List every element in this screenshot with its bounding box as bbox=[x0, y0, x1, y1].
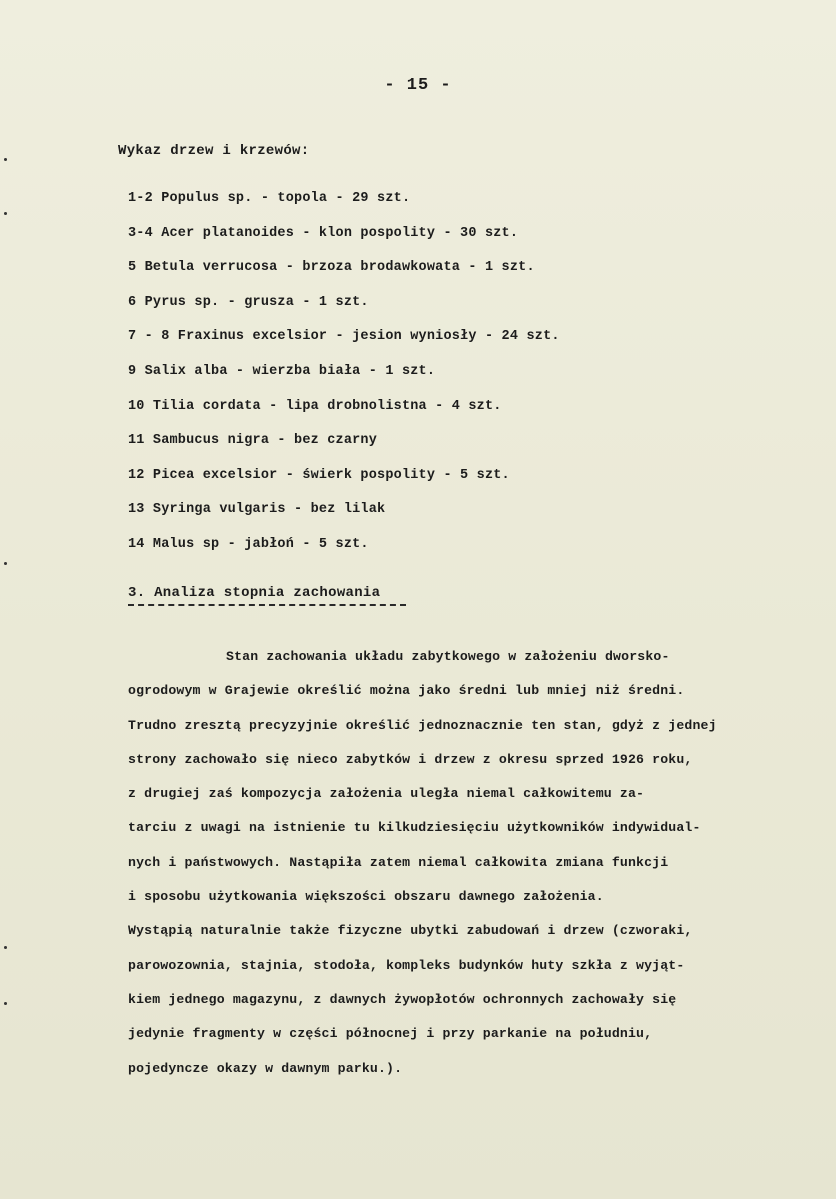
paragraph-line: jedynie fragmenty w części północnej i przy parkanie na południu, bbox=[128, 1026, 653, 1042]
scan-mark bbox=[4, 946, 7, 949]
section-underline bbox=[128, 604, 406, 606]
paragraph-line: strony zachowało się nieco zabytków i drzew z okresu sprzed 1926 roku, bbox=[128, 751, 693, 767]
list-item: 10 Tilia cordata - lipa drobnolistna - 4 szt. bbox=[128, 398, 502, 414]
paragraph-line: i sposobu użytkowania większości obszaru dawnego założenia. bbox=[128, 889, 604, 905]
list-item: 11 Sambucus nigra - bez czarny bbox=[128, 433, 378, 449]
list-item: 6 Pyrus sp. - grusza - 1 szt. bbox=[128, 294, 369, 310]
paragraph-line: Trudno zresztą precyzyjnie określić jednoznacznie ten stan, gdyż z jednej bbox=[128, 717, 717, 733]
paragraph-line: parowozownia, stajnia, stodoła, kompleks budynków huty szkła z wyjąt- bbox=[128, 957, 685, 973]
paragraph-line: pojedyncze okazy w dawnym parku.). bbox=[128, 1060, 403, 1076]
page-number: - 15 - bbox=[384, 76, 452, 95]
list-item: 12 Picea excelsior - świerk pospolity - 5 szt. bbox=[128, 467, 510, 483]
paragraph-line: z drugiej zaś kompozycja założenia uległa niemal całkowitemu za- bbox=[128, 786, 645, 802]
paragraph-line: Stan zachowania układu zabytkowego w założeniu dworsko- bbox=[226, 649, 670, 664]
list-item: 1-2 Populus sp. - topola - 29 szt. bbox=[128, 191, 411, 206]
list-item: 5 Betula verrucosa - brzoza brodawkowata - 1 szt. bbox=[128, 260, 535, 276]
tree-list bbox=[128, 186, 560, 567]
scan-mark bbox=[4, 562, 7, 565]
list-item: 7 - 8 Fraxinus excelsior - jesion wyniosły - 24 szt. bbox=[128, 329, 560, 345]
list-item: 13 Syringa vulgaris - bez lilak bbox=[128, 502, 386, 518]
list-item: 14 Malus sp - jabłoń - 5 szt. bbox=[128, 536, 369, 552]
list-item: 9 Salix alba - wierzba biała - 1 szt. bbox=[128, 363, 436, 379]
list-heading: Wykaz drzew i krzewów: bbox=[118, 143, 310, 159]
scan-mark bbox=[4, 212, 7, 215]
paragraph-line: ogrodowym w Grajewie określić można jako średni lub mniej niż średni. bbox=[128, 683, 685, 699]
paragraph-line: kiem jednego magazynu, z dawnych żywopłotów ochronnych zachowały się bbox=[128, 991, 677, 1007]
paragraph-line: nych i państwowych. Nastąpiła zatem niemal całkowita zmiana funkcji bbox=[128, 854, 669, 870]
section-heading: 3. Analiza stopnia zachowania bbox=[128, 585, 381, 601]
scan-mark bbox=[4, 1002, 7, 1005]
paragraph bbox=[128, 640, 820, 1086]
list-item: 3-4 Acer platanoides - klon pospolity - 30 szt. bbox=[128, 225, 519, 241]
paragraph-line: Wystąpią naturalnie także fizyczne ubytki zabudowań i drzew (czworaki, bbox=[128, 923, 693, 939]
scan-mark bbox=[4, 158, 7, 161]
paragraph-line: tarciu z uwagi na istnienie tu kilkudziesięciu użytkowników indywidual- bbox=[128, 820, 701, 836]
